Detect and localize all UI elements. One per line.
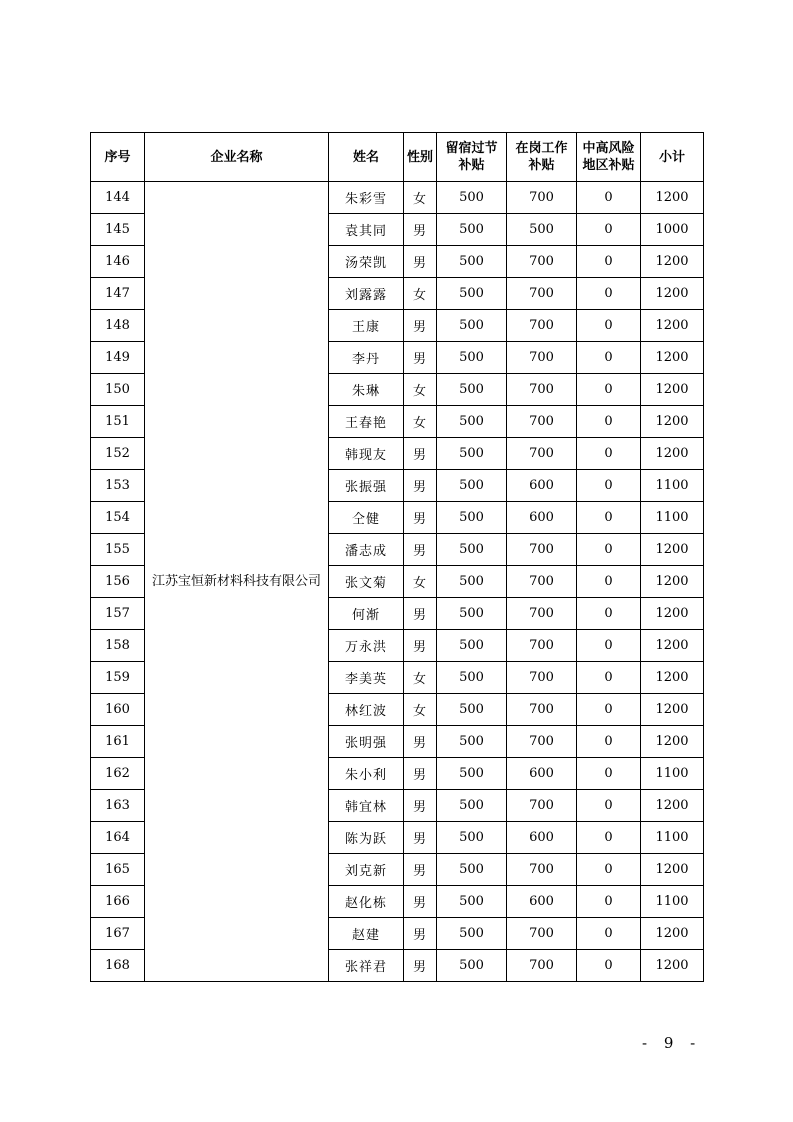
cell-gender: 男: [404, 950, 437, 982]
cell-name: 何渐: [329, 598, 404, 630]
cell-name: 朱彩雪: [329, 182, 404, 214]
header-row: [91, 133, 704, 182]
cell-name: 王春艳: [329, 406, 404, 438]
column-header-subtotal: [641, 133, 704, 182]
cell-name: 陈为跃: [329, 822, 404, 854]
cell-gender: 女: [404, 694, 437, 726]
table-header: [91, 133, 704, 182]
cell-risk: 0: [577, 662, 641, 694]
cell-company-name: 江苏宝恒新材料科技有限公司: [145, 182, 329, 982]
cell-gender: 男: [404, 342, 437, 374]
column-header-seq: [91, 133, 145, 182]
cell-stay: 500: [437, 566, 507, 598]
column-header-line: 在岗工作: [515, 141, 568, 156]
cell-risk: 0: [577, 438, 641, 470]
cell-subtotal: 1000: [641, 214, 704, 246]
cell-subtotal: 1200: [641, 310, 704, 342]
cell-subtotal: 1200: [641, 566, 704, 598]
cell-stay: 500: [437, 918, 507, 950]
cell-seq: 167: [91, 918, 145, 950]
column-header-line: 补贴: [528, 158, 555, 173]
cell-onduty: 600: [507, 886, 577, 918]
cell-seq: 156: [91, 566, 145, 598]
cell-risk: 0: [577, 694, 641, 726]
cell-subtotal: 1200: [641, 950, 704, 982]
cell-stay: 500: [437, 854, 507, 886]
cell-seq: 151: [91, 406, 145, 438]
cell-seq: 160: [91, 694, 145, 726]
cell-onduty: 700: [507, 950, 577, 982]
cell-subtotal: 1100: [641, 758, 704, 790]
cell-name: 朱琳: [329, 374, 404, 406]
cell-stay: 500: [437, 534, 507, 566]
cell-risk: 0: [577, 822, 641, 854]
cell-risk: 0: [577, 214, 641, 246]
subsidy-table: [90, 132, 704, 982]
cell-seq: 153: [91, 470, 145, 502]
cell-stay: 500: [437, 790, 507, 822]
cell-subtotal: 1200: [641, 662, 704, 694]
cell-onduty: 500: [507, 214, 577, 246]
cell-subtotal: 1200: [641, 726, 704, 758]
cell-name: 林红波: [329, 694, 404, 726]
cell-stay: 500: [437, 726, 507, 758]
cell-risk: 0: [577, 886, 641, 918]
cell-risk: 0: [577, 406, 641, 438]
cell-subtotal: 1200: [641, 278, 704, 310]
cell-stay: 500: [437, 246, 507, 278]
cell-onduty: 700: [507, 406, 577, 438]
cell-seq: 159: [91, 662, 145, 694]
cell-stay: 500: [437, 598, 507, 630]
cell-subtotal: 1200: [641, 246, 704, 278]
cell-risk: 0: [577, 246, 641, 278]
cell-onduty: 700: [507, 374, 577, 406]
table-row: [91, 182, 704, 214]
cell-risk: 0: [577, 950, 641, 982]
cell-subtotal: 1200: [641, 918, 704, 950]
cell-onduty: 700: [507, 278, 577, 310]
cell-name: 李美英: [329, 662, 404, 694]
cell-gender: 男: [404, 214, 437, 246]
cell-gender: 女: [404, 566, 437, 598]
cell-gender: 男: [404, 310, 437, 342]
column-header-line: 序号: [104, 149, 131, 165]
cell-seq: 145: [91, 214, 145, 246]
cell-stay: 500: [437, 470, 507, 502]
cell-stay: 500: [437, 886, 507, 918]
cell-subtotal: 1200: [641, 790, 704, 822]
cell-seq: 147: [91, 278, 145, 310]
cell-name: 汤荣凯: [329, 246, 404, 278]
cell-name: 潘志成: [329, 534, 404, 566]
cell-onduty: 700: [507, 726, 577, 758]
cell-gender: 男: [404, 918, 437, 950]
cell-seq: 164: [91, 822, 145, 854]
cell-stay: 500: [437, 758, 507, 790]
cell-gender: 男: [404, 822, 437, 854]
cell-name: 张振强: [329, 470, 404, 502]
cell-subtotal: 1200: [641, 854, 704, 886]
cell-name: 刘克新: [329, 854, 404, 886]
cell-risk: 0: [577, 630, 641, 662]
cell-name: 刘露露: [329, 278, 404, 310]
cell-name: 王康: [329, 310, 404, 342]
cell-stay: 500: [437, 822, 507, 854]
cell-onduty: 700: [507, 566, 577, 598]
cell-seq: 163: [91, 790, 145, 822]
cell-onduty: 700: [507, 662, 577, 694]
column-header-onduty: [507, 133, 577, 182]
cell-subtotal: 1100: [641, 470, 704, 502]
cell-seq: 146: [91, 246, 145, 278]
cell-subtotal: 1100: [641, 502, 704, 534]
cell-stay: 500: [437, 406, 507, 438]
column-header-line: 补贴: [458, 158, 485, 173]
cell-risk: 0: [577, 374, 641, 406]
cell-gender: 男: [404, 790, 437, 822]
cell-gender: 男: [404, 758, 437, 790]
cell-name: 朱小利: [329, 758, 404, 790]
cell-gender: 女: [404, 662, 437, 694]
cell-seq: 162: [91, 758, 145, 790]
cell-seq: 149: [91, 342, 145, 374]
column-header-line: 性别: [406, 149, 433, 165]
cell-seq: 166: [91, 886, 145, 918]
cell-seq: 150: [91, 374, 145, 406]
cell-gender: 男: [404, 502, 437, 534]
cell-gender: 男: [404, 726, 437, 758]
cell-seq: 152: [91, 438, 145, 470]
cell-name: 李丹: [329, 342, 404, 374]
cell-stay: 500: [437, 950, 507, 982]
cell-seq: 168: [91, 950, 145, 982]
cell-name: 赵化栋: [329, 886, 404, 918]
cell-seq: 157: [91, 598, 145, 630]
cell-onduty: 600: [507, 758, 577, 790]
cell-onduty: 700: [507, 694, 577, 726]
cell-onduty: 700: [507, 534, 577, 566]
column-header-line: 地区补贴: [582, 158, 635, 173]
cell-name: 韩宜林: [329, 790, 404, 822]
cell-onduty: 700: [507, 918, 577, 950]
cell-risk: 0: [577, 758, 641, 790]
cell-subtotal: 1200: [641, 630, 704, 662]
cell-stay: 500: [437, 342, 507, 374]
cell-stay: 500: [437, 694, 507, 726]
cell-subtotal: 1200: [641, 182, 704, 214]
cell-risk: 0: [577, 534, 641, 566]
cell-stay: 500: [437, 630, 507, 662]
cell-seq: 161: [91, 726, 145, 758]
cell-stay: 500: [437, 214, 507, 246]
cell-stay: 500: [437, 662, 507, 694]
cell-subtotal: 1200: [641, 406, 704, 438]
cell-subtotal: 1200: [641, 534, 704, 566]
cell-risk: 0: [577, 918, 641, 950]
cell-risk: 0: [577, 182, 641, 214]
cell-seq: 165: [91, 854, 145, 886]
cell-seq: 144: [91, 182, 145, 214]
cell-gender: 女: [404, 374, 437, 406]
cell-risk: 0: [577, 310, 641, 342]
cell-seq: 155: [91, 534, 145, 566]
cell-name: 仝健: [329, 502, 404, 534]
cell-risk: 0: [577, 470, 641, 502]
cell-subtotal: 1200: [641, 374, 704, 406]
cell-subtotal: 1100: [641, 886, 704, 918]
cell-stay: 500: [437, 502, 507, 534]
cell-gender: 女: [404, 406, 437, 438]
cell-onduty: 600: [507, 502, 577, 534]
cell-onduty: 700: [507, 854, 577, 886]
cell-gender: 男: [404, 534, 437, 566]
column-header-risk: [577, 133, 641, 182]
column-header-line: 小计: [658, 149, 685, 165]
cell-risk: 0: [577, 726, 641, 758]
cell-subtotal: 1200: [641, 598, 704, 630]
cell-risk: 0: [577, 854, 641, 886]
cell-onduty: 700: [507, 310, 577, 342]
cell-gender: 男: [404, 854, 437, 886]
cell-seq: 148: [91, 310, 145, 342]
column-header-line: 企业名称: [210, 149, 263, 165]
cell-name: 袁其同: [329, 214, 404, 246]
column-header-line: 中高风险: [582, 141, 635, 156]
cell-onduty: 700: [507, 182, 577, 214]
cell-stay: 500: [437, 374, 507, 406]
cell-onduty: 600: [507, 822, 577, 854]
cell-name: 万永洪: [329, 630, 404, 662]
cell-risk: 0: [577, 598, 641, 630]
cell-gender: 男: [404, 630, 437, 662]
cell-subtotal: 1200: [641, 694, 704, 726]
cell-onduty: 700: [507, 438, 577, 470]
cell-gender: 男: [404, 246, 437, 278]
cell-risk: 0: [577, 502, 641, 534]
cell-stay: 500: [437, 278, 507, 310]
cell-risk: 0: [577, 790, 641, 822]
cell-name: 赵建: [329, 918, 404, 950]
cell-name: 张祥君: [329, 950, 404, 982]
column-header-line: 姓名: [352, 149, 379, 165]
cell-gender: 男: [404, 470, 437, 502]
cell-onduty: 700: [507, 790, 577, 822]
cell-seq: 154: [91, 502, 145, 534]
cell-gender: 男: [404, 598, 437, 630]
cell-onduty: 700: [507, 246, 577, 278]
cell-name: 张文菊: [329, 566, 404, 598]
cell-name: 张明强: [329, 726, 404, 758]
column-header-name: [329, 133, 404, 182]
column-header-line: 留宿过节: [445, 141, 498, 156]
cell-risk: 0: [577, 278, 641, 310]
cell-stay: 500: [437, 438, 507, 470]
cell-gender: 女: [404, 278, 437, 310]
table-body: [91, 182, 704, 982]
column-header-gender: [404, 133, 437, 182]
cell-risk: 0: [577, 566, 641, 598]
cell-subtotal: 1200: [641, 342, 704, 374]
cell-seq: 158: [91, 630, 145, 662]
page-number: - 9 -: [642, 1034, 702, 1052]
cell-stay: 500: [437, 310, 507, 342]
cell-gender: 男: [404, 886, 437, 918]
cell-gender: 女: [404, 182, 437, 214]
cell-onduty: 700: [507, 598, 577, 630]
cell-subtotal: 1100: [641, 822, 704, 854]
cell-onduty: 700: [507, 630, 577, 662]
cell-subtotal: 1200: [641, 438, 704, 470]
cell-gender: 男: [404, 438, 437, 470]
column-header-company: [145, 133, 329, 182]
cell-onduty: 700: [507, 342, 577, 374]
cell-name: 韩现友: [329, 438, 404, 470]
cell-risk: 0: [577, 342, 641, 374]
column-header-stay: [437, 133, 507, 182]
cell-onduty: 600: [507, 470, 577, 502]
cell-stay: 500: [437, 182, 507, 214]
